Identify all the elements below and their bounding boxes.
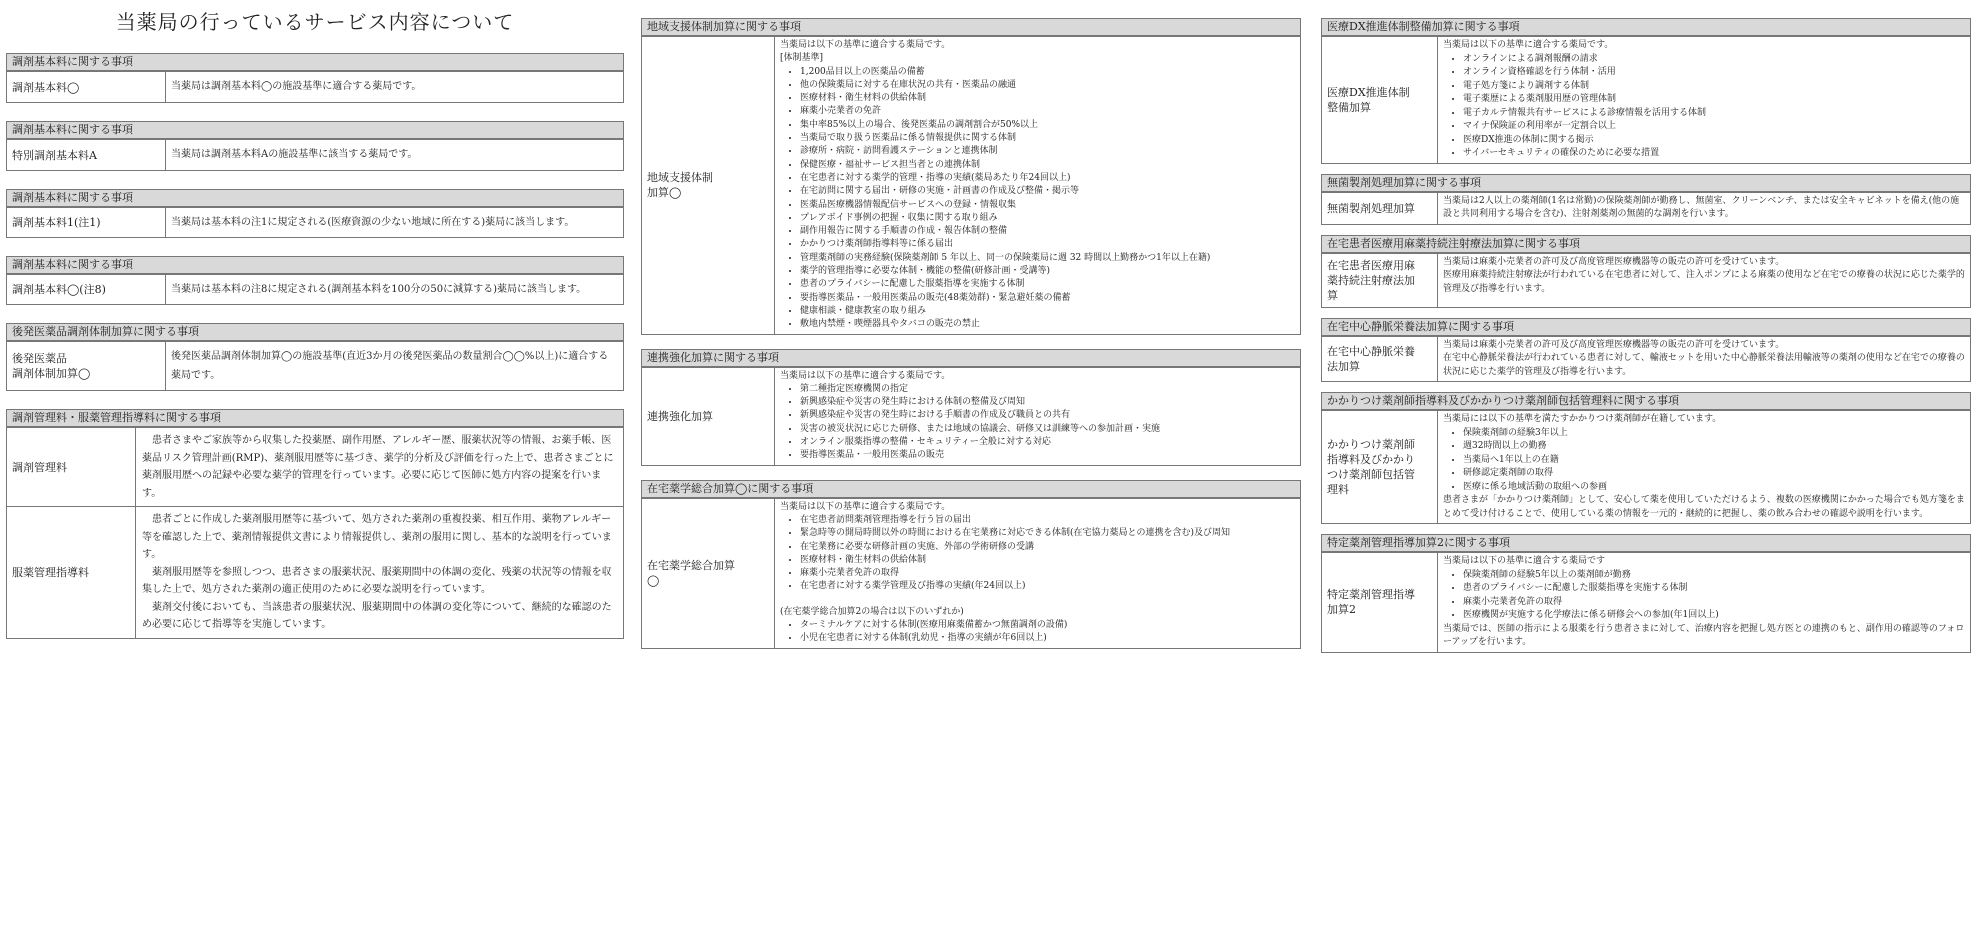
body-text: 医療用麻薬持続注射療法が行われている在宅患者に対して、注入ポンプによる麻薬の使用など在宅での療養の状況に応じた薬学的管理及び指導を行います。 bbox=[1443, 270, 1965, 294]
list-item: • 敷地内禁煙・喫煙器具やタバコの販売の禁止 bbox=[800, 318, 1295, 331]
section-header: 在宅中心静脈栄養法加算に関する事項 bbox=[1322, 319, 1970, 336]
section-row bbox=[642, 367, 1300, 465]
body-text: 当薬局は麻薬小売業者の許可及び高度管理医療機器等の販売の許可を受けています。 bbox=[1443, 256, 1785, 267]
row-label: 在宅中心静脈栄養 法加算 bbox=[1322, 337, 1438, 382]
body-text: 当薬局は基本料の注8に規定される(調剤基本料を100分の50に減算する)薬局に該当します。 bbox=[171, 284, 587, 295]
list-item: • 医療材料・衛生材料の供給体制 bbox=[800, 554, 1295, 567]
row-body bbox=[775, 37, 1300, 334]
section-header: 調剤管理料・服薬管理指導料に関する事項 bbox=[7, 410, 623, 427]
criteria-list bbox=[1443, 427, 1965, 495]
column-middle bbox=[641, 18, 1301, 667]
section-community-support bbox=[641, 18, 1301, 335]
list-item: • 在宅患者に対する薬学的管理・指導の実績(薬局あたり年24回以上) bbox=[800, 172, 1295, 185]
list-item: • 当薬局へ1年以上の在籍 bbox=[1463, 454, 1965, 468]
list-item: • 研修認定薬剤師の取得 bbox=[1463, 467, 1965, 481]
body-text: 当薬局は以下の基準に適合する薬局です bbox=[1443, 556, 1606, 566]
list-item: • 保健医療・福祉サービス担当者との連携体制 bbox=[800, 159, 1295, 172]
section-row bbox=[1322, 410, 1970, 523]
section-header: 在宅患者医療用麻薬持続注射療法加算に関する事項 bbox=[1322, 236, 1970, 253]
row-label: かかりつけ薬剤師 指導料及びかかり つけ薬剤師包括管 理料 bbox=[1322, 411, 1438, 523]
list-item: • 週32時間以上の勤務 bbox=[1463, 440, 1965, 454]
row-label: 調剤基本料1(注1) bbox=[7, 208, 166, 237]
section-row bbox=[1322, 36, 1970, 163]
list-item: • 電子カルテ情報共有サービスによる診療情報を活用する体制 bbox=[1463, 107, 1965, 121]
row-label: 連携強化加算 bbox=[642, 368, 775, 465]
criteria-list bbox=[780, 66, 1295, 332]
list-item: • 新興感染症や災害の発生時における手順書の作成及び職員との共有 bbox=[800, 409, 1295, 422]
list-item: • 医療材料・衛生材料の供給体制 bbox=[800, 92, 1295, 105]
body-text: 後発医薬品調剤体制加算◯の施設基準(直近3か月の後発医薬品の数量割合◯◯%以上)に適合する薬局です。 bbox=[171, 351, 609, 381]
section-row bbox=[7, 341, 623, 390]
section-narcotic-infusion bbox=[1321, 235, 1971, 308]
row-body bbox=[166, 72, 623, 102]
section-header: 無菌製剤処理加算に関する事項 bbox=[1322, 175, 1970, 192]
column-right bbox=[1321, 18, 1971, 671]
column-left bbox=[6, 0, 624, 657]
list-item: • 要指導医薬品・一般用医薬品の販売(48薬効群)・緊急避妊薬の備蓄 bbox=[800, 292, 1295, 305]
section-generic-drug bbox=[6, 323, 624, 391]
section-row bbox=[7, 139, 623, 170]
section-specific-drug-management bbox=[1321, 534, 1971, 653]
list-item: • 電子処方箋により調剤する体制 bbox=[1463, 80, 1965, 94]
list-item: • プレアボイド事例の把握・収集に関する取り組み bbox=[800, 212, 1295, 225]
list-item: • かかりつけ薬剤師指導料等に係る届出 bbox=[800, 238, 1295, 251]
list-item: • 患者のプライバシーに配慮した服薬指導を実施する体制 bbox=[800, 278, 1295, 291]
list-item: • 在宅業務に必要な研修計画の実施、外部の学術研修の受講 bbox=[800, 541, 1295, 554]
list-item: • 薬学的管理指導に必要な体制・機能の整備(研修計画・受講等) bbox=[800, 265, 1295, 278]
criteria-list bbox=[1443, 53, 1965, 161]
body-text: 在宅中心静脈栄養法が行われている患者に対して、輸液セットを用いた中心静脈栄養法用輸液等の薬剤の使用など在宅での療養の状況に応じた薬学的管理及び指導を行います。 bbox=[1443, 353, 1965, 377]
section-header: かかりつけ薬剤師指導料及びかかりつけ薬剤師包括管理料に関する事項 bbox=[1322, 393, 1970, 410]
section-row bbox=[642, 498, 1300, 648]
list-item: • 緊急時等の開局時間以外の時間における在宅業務に対応できる体制(在宅協力薬局との連携を含む)及び周知 bbox=[800, 527, 1295, 540]
list-item: • 小児在宅患者に対する体制(乳幼児・指導の実績が年6回以上) bbox=[800, 632, 1295, 645]
row-label: 医療DX推進体制 整備加算 bbox=[1322, 37, 1438, 163]
section-basic-fee-3 bbox=[6, 189, 624, 238]
list-item: • 管理薬剤師の実務経験(保険薬剤師 5 年以上、同一の保険薬局に週 32 時間以上勤務かつ1年以上在籍) bbox=[800, 252, 1295, 265]
list-item: • オンラインによる調剤報酬の請求 bbox=[1463, 53, 1965, 67]
row-body bbox=[1438, 553, 1970, 652]
row-label: 服薬管理指導料 bbox=[7, 507, 136, 638]
page-title: 当薬局の行っているサービス内容について bbox=[115, 10, 515, 34]
row-label: 調剤基本料◯(注8) bbox=[7, 275, 166, 304]
list-item: • 新興感染症や災害の発生時における体制の整備及び周知 bbox=[800, 396, 1295, 409]
row-body bbox=[166, 208, 623, 237]
row-body bbox=[166, 140, 623, 170]
section-header: 調剤基本料に関する事項 bbox=[7, 122, 623, 139]
body-text: 当薬局は調剤基本料◯の施設基準に適合する薬局です。 bbox=[171, 81, 422, 92]
section-basic-fee-2 bbox=[6, 121, 624, 171]
section-header: 在宅薬学総合加算◯に関する事項 bbox=[642, 481, 1300, 498]
list-item: • 麻薬小売業者免許の取得 bbox=[1463, 596, 1965, 610]
row-body bbox=[1438, 337, 1970, 382]
row-label: 特別調剤基本料A bbox=[7, 140, 166, 170]
row-body bbox=[1438, 254, 1970, 307]
body-text: 当薬局は以下の基準に適合する薬局です。 bbox=[780, 40, 951, 50]
row-label: 特定薬剤管理指導 加算2 bbox=[1322, 553, 1438, 652]
list-item: • 在宅訪問に関する届出・研修の実施・計画書の作成及び整備・掲示等 bbox=[800, 185, 1295, 198]
row-label: 在宅薬学総合加算 ◯ bbox=[642, 499, 775, 648]
list-item: • 要指導医薬品・一般用医薬品の販売 bbox=[800, 449, 1295, 462]
criteria-list bbox=[1443, 569, 1965, 623]
section-row bbox=[7, 71, 623, 102]
list-item: • ターミナルケアに対する体制(医療用麻薬備蓄かつ無菌調剤の設備) bbox=[800, 619, 1295, 632]
criteria-list bbox=[780, 514, 1295, 594]
list-item: • 麻薬小売業者の免許 bbox=[800, 105, 1295, 118]
row-body bbox=[1438, 411, 1970, 523]
section-tpn bbox=[1321, 318, 1971, 383]
row-label: 無菌製剤処理加算 bbox=[1322, 193, 1438, 224]
section-header: 調剤基本料に関する事項 bbox=[7, 54, 623, 71]
section-header: 後発医薬品調剤体制加算に関する事項 bbox=[7, 324, 623, 341]
section-row bbox=[1322, 336, 1970, 382]
list-item: • 災害の被災状況に応じた研修、または地域の協議会、研修又は訓練等への参加計画・実施 bbox=[800, 423, 1295, 436]
body-text: [体制基準] bbox=[780, 53, 824, 64]
list-item: • オンライン資格確認を行う体制・活用 bbox=[1463, 66, 1965, 80]
list-item: • 当薬局で取り扱う医薬品に係る情報提供に関する体制 bbox=[800, 132, 1295, 145]
row-label: 在宅患者医療用麻 薬持続注射療法加 算 bbox=[1322, 254, 1438, 307]
row-body bbox=[136, 428, 623, 506]
section-header: 調剤基本料に関する事項 bbox=[7, 257, 623, 274]
section-row bbox=[642, 36, 1300, 334]
section-row bbox=[1322, 552, 1970, 652]
body-text: 患者さまやご家族等から収集した投薬歴、副作用歴、アレルギー歴、服薬状況等の情報、お薬手帳、医薬品リスク管理計画(RMP)、薬剤服用歴等に基づき、薬学的分析及び評価を行った上で、患者さまごとに薬剤服用歴への記録や必要な薬学的管理を行っています。必要に応じて医師に処方内容の提案を行います。 bbox=[142, 435, 614, 499]
body-text: 当薬局は2人以上の薬剤師(1名は常勤)の保険薬剤師が勤務し、無菌室、クリーンベンチ、または安全キャビネットを備え(他の施設と共同利用する場合を含む)、注射剤薬剤の無菌的な調剤を行います。 bbox=[1443, 195, 1960, 219]
section-medical-dx bbox=[1321, 18, 1971, 164]
criteria-list bbox=[780, 383, 1295, 463]
body-text: 当薬局は麻薬小売業者の許可及び高度管理医療機器等の販売の許可を受けています。 bbox=[1443, 339, 1785, 350]
section-header: 調剤基本料に関する事項 bbox=[7, 190, 623, 207]
section-header: 連携強化加算に関する事項 bbox=[642, 350, 1300, 367]
list-item: • 保険薬剤師の経験5年以上の薬剤師が勤務 bbox=[1463, 569, 1965, 583]
row-body bbox=[136, 507, 623, 638]
list-item: • 麻薬小売業者免許の取得 bbox=[800, 567, 1295, 580]
row-body bbox=[166, 342, 623, 390]
body-text: 患者さまが「かかりつけ薬剤師」として、安心して薬を使用していただけるよう、複数の医療機関にかかった場合でも処方箋をまとめて受け付けることで、使用している薬の情報を一元的・継続的に把握し、薬の飲み合わせの確認や説明を行います。 bbox=[1443, 495, 1965, 519]
body-text: 当薬局は以下の基準に適合する薬局です。 bbox=[780, 370, 951, 381]
row-body bbox=[775, 499, 1300, 648]
section-row bbox=[7, 427, 623, 506]
list-item: • サイバーセキュリティの確保のために必要な措置 bbox=[1463, 147, 1965, 161]
section-home-pharmacy bbox=[641, 480, 1301, 649]
row-body bbox=[1438, 37, 1970, 163]
section-header: 地域支援体制加算に関する事項 bbox=[642, 19, 1300, 36]
list-item: • 診療所・病院・訪問看護ステーションと連携体制 bbox=[800, 145, 1295, 158]
section-row bbox=[7, 274, 623, 304]
list-item: • 集中率85%以上の場合、後発医薬品の調剤割合が50%以上 bbox=[800, 119, 1295, 132]
list-item: • 1,200品目以上の医薬品の備蓄 bbox=[800, 66, 1295, 79]
list-item: • 在宅患者訪問薬剤管理指導を行う旨の届出 bbox=[800, 514, 1295, 527]
row-body bbox=[775, 368, 1300, 465]
list-item: • 医療に係る地域活動の取組への参画 bbox=[1463, 481, 1965, 495]
body-text: 当薬局は調剤基本料Aの施設基準に該当する薬局です。 bbox=[171, 149, 418, 160]
list-item: • 医薬品医療機器情報配信サービスへの登録・情報収集 bbox=[800, 199, 1295, 212]
section-dispensing-management bbox=[6, 409, 624, 639]
list-item: • 保険薬剤師の経験3年以上 bbox=[1463, 427, 1965, 441]
list-item: • 患者のプライバシーに配慮した服薬指導を実施する体制 bbox=[1463, 582, 1965, 596]
body-text: 薬剤交付後においても、当該患者の服薬状況、服薬期間中の体調の変化等について、継続的な確認のため必要に応じて指導等を実施しています。 bbox=[142, 601, 612, 630]
section-row bbox=[7, 207, 623, 237]
section-basic-fee-1 bbox=[6, 53, 624, 103]
section-header: 特定薬剤管理指導加算2に関する事項 bbox=[1322, 535, 1970, 552]
list-item: • マイナ保険証の利用率が一定割合以上 bbox=[1463, 120, 1965, 134]
row-label: 後発医薬品 調剤体制加算◯ bbox=[7, 342, 166, 390]
list-item: • 電子薬歴による薬剤服用歴の管理体制 bbox=[1463, 93, 1965, 107]
row-label: 調剤基本料◯ bbox=[7, 72, 166, 102]
body-text: 当薬局は以下の基準に適合する薬局です。 bbox=[1443, 40, 1614, 50]
list-item: • 第二種指定医療機関の指定 bbox=[800, 383, 1295, 396]
section-row bbox=[1322, 253, 1970, 307]
section-basic-fee-4 bbox=[6, 256, 624, 305]
section-row bbox=[1322, 192, 1970, 224]
list-item: • 医療機関が実施する化学療法に係る研修会への参加(年1回以上) bbox=[1463, 609, 1965, 623]
list-item: • 副作用報告に関する手順書の作成・報告体制の整備 bbox=[800, 225, 1295, 238]
section-collaboration bbox=[641, 349, 1301, 466]
list-item: • 医療DX推進の体制に関する掲示 bbox=[1463, 134, 1965, 148]
row-body bbox=[166, 275, 623, 304]
section-aseptic bbox=[1321, 174, 1971, 225]
list-item: • 他の保険薬局に対する在庫状況の共有・医薬品の融通 bbox=[800, 79, 1295, 92]
body-text: 当薬局は基本料の注1に規定される(医療資源の少ない地域に所在する)薬局に該当します。 bbox=[171, 217, 575, 228]
row-label: 地域支援体制 加算◯ bbox=[642, 37, 775, 334]
list-item: • 在宅患者に対する薬学管理及び指導の実績(年24回以上) bbox=[800, 580, 1295, 593]
section-family-pharmacist bbox=[1321, 392, 1971, 524]
body-text: 当薬局には以下の基準を満たすかかりつけ薬剤師が在籍しています。 bbox=[1443, 414, 1722, 424]
criteria-list bbox=[780, 619, 1295, 646]
list-item: • 健康相談・健康教室の取り組み bbox=[800, 305, 1295, 318]
section-row bbox=[7, 506, 623, 638]
row-body bbox=[1438, 193, 1970, 224]
body-text: (在宅薬学総合加算2の場合は以下のいずれか) bbox=[780, 606, 964, 617]
body-text: 患者ごとに作成した薬剤服用歴等に基づいて、処方された薬剤の重複投薬、相互作用、薬物アレルギー等を確認した上で、薬剤情報提供文書により情報提供し、薬剤の服用に関し、基本的な説明を行っています。 bbox=[142, 514, 612, 560]
body-text: 当薬局では、医師の指示による服薬を行う患者さまに対して、治療内容を把握し処方医との連携のもと、副作用の確認等のフォローアップを行います。 bbox=[1443, 623, 1965, 647]
section-header: 医療DX推進体制整備加算に関する事項 bbox=[1322, 19, 1970, 36]
row-label: 調剤管理料 bbox=[7, 428, 136, 506]
body-text: 薬剤服用歴等を参照しつつ、患者さまの服薬状況、服薬期間中の体調の変化、残薬の状況等の情報を収集した上で、処方された薬剤の適正使用のために必要な説明を行っています。 bbox=[142, 566, 612, 595]
list-item: • オンライン服薬指導の整備・セキュリティー全般に対する対応 bbox=[800, 436, 1295, 449]
body-text: 当薬局は以下の基準に適合する薬局です。 bbox=[780, 501, 951, 512]
